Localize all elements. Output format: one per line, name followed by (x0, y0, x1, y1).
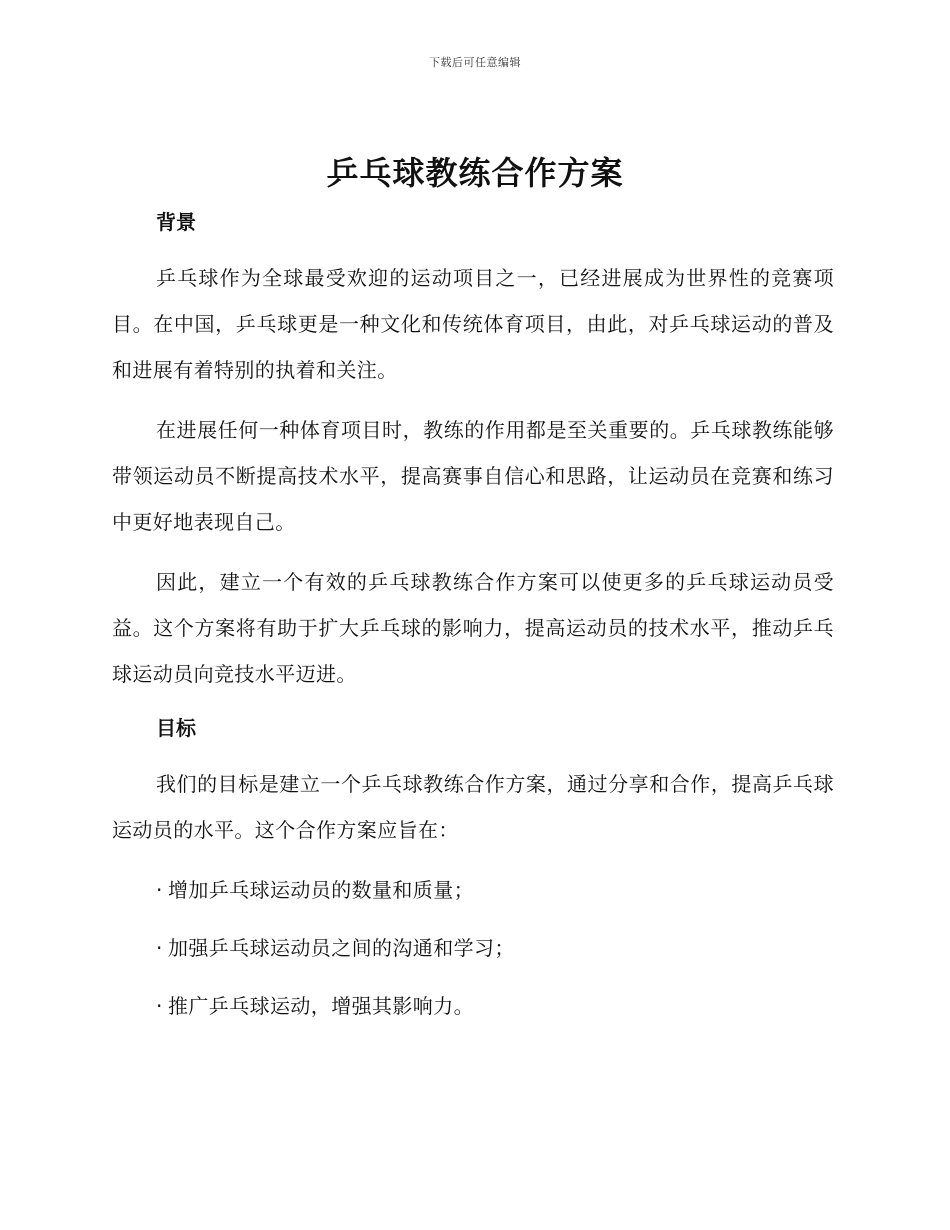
list-item-text: 增加乒乓球运动员的数量和质量； (168, 878, 474, 902)
section-background (112, 205, 834, 697)
paragraph: 乒乓球作为全球最受欢迎的运动项目之一，已经进展成为世界性的竞赛项目。在中国，乒乓球更是一种文化和传统体育项目，由此，对乒乓球运动的普及和进展有着特别的执着和关注。 (112, 266, 834, 382)
list-item-text: 推广乒乓球运动，增强其影响力。 (168, 994, 474, 1018)
paragraph: 我们的目标是建立一个乒乓球教练合作方案，通过分享和合作，提高乒乓球运动员的水平。这个合作方案应旨在： (112, 772, 834, 842)
list-item (156, 983, 834, 1029)
section-heading: 目标 (156, 716, 196, 740)
paragraph: 因此，建立一个有效的乒乓球教练合作方案可以使更多的乒乓球运动员受益。这个方案将有助于扩大乒乓球的影响力，提高运动员的技术水平，推动乒乓球运动员向竞技水平迈进。 (112, 570, 834, 686)
list-item (156, 867, 834, 913)
paragraph: 在进展任何一种体育项目时，教练的作用都是至关重要的。乒乓球教练能够带领运动员不断提高技术水平，提高赛事自信心和思路，让运动员在竞赛和练习中更好地表现自己。 (112, 418, 834, 534)
list-item-text: 加强乒乓球运动员之间的沟通和学习； (168, 936, 515, 960)
header-note: 下载后可任意编辑 (429, 56, 521, 69)
bullet-icon: · (156, 878, 163, 902)
list-item (156, 925, 834, 971)
document-title: 乒乓球教练合作方案 (326, 154, 624, 192)
section-heading: 背景 (156, 210, 196, 234)
bullet-icon: · (156, 936, 163, 960)
goal-list (112, 867, 834, 1029)
bullet-icon: · (156, 994, 163, 1018)
document-body (112, 205, 834, 1041)
section-goal (112, 711, 834, 1029)
